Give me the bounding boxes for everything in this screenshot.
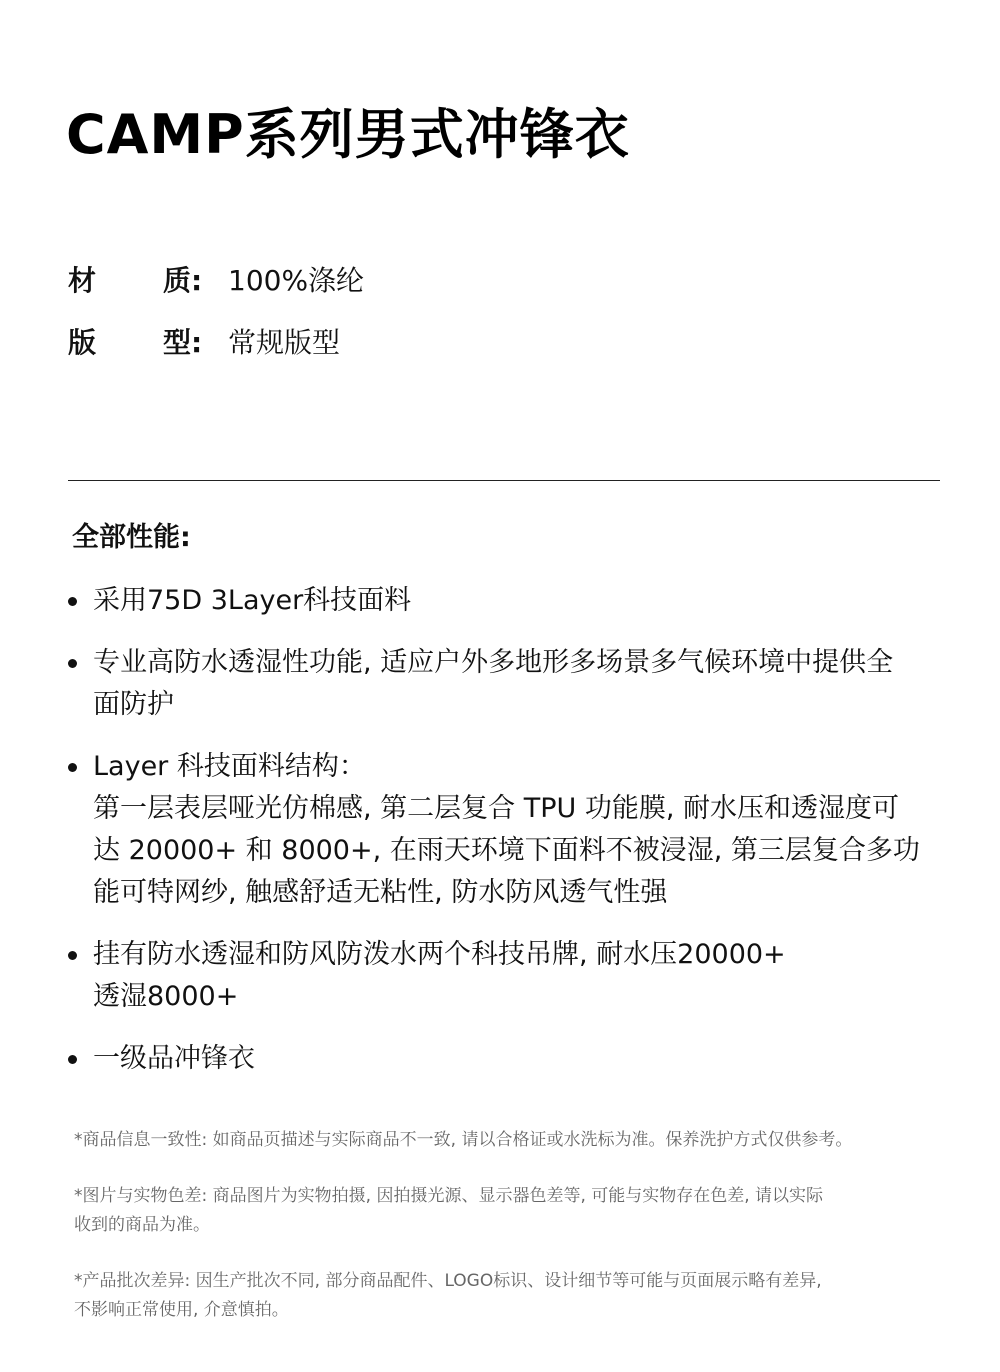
note-text-line: *图片与实物色差: 商品图片为实物拍摄, 因拍摄光源、显示器色差等, 可能与实物存在色差, 请以实际 <box>74 1186 824 1206</box>
feature-text-line: 面防护 <box>93 689 174 720</box>
note-text-line: *产品批次差异: 因生产批次不同, 部分商品配件、LOGO标识、设计细节等可能与页面展示略有差异, <box>74 1271 822 1291</box>
note-text-line: 不影响正常使用, 介意慎拍。 <box>74 1300 289 1320</box>
bullet-icon <box>68 1055 77 1064</box>
feature-text-line: 透湿8000+ <box>93 981 239 1012</box>
feature-text-line: 第一层表层哑光仿棉感, 第二层复合 TPU 功能膜, 耐水压和透湿度可 <box>93 793 900 824</box>
note-text-line: *商品信息一致性: 如商品页描述与实际商品不一致, 请以合格证或水洗标为准。保养洗护方式仅供参考。 <box>74 1130 853 1150</box>
bullet-icon <box>68 951 77 960</box>
page-title: CAMP系列男式冲锋衣 <box>66 103 630 166</box>
spec-value: 常规版型 <box>228 326 341 359</box>
feature-list <box>60 580 960 1100</box>
spec-label-char-1: 材 <box>68 264 97 297</box>
feature-text-line: 能可特网纱, 触感舒适无粘性, 防水防风透气性强 <box>93 877 668 908</box>
spec-label-char-2: 型: <box>163 326 203 359</box>
bullet-icon <box>68 597 77 606</box>
feature-text-line: 专业高防水透湿性功能, 适应户外多地形多场景多气候环境中提供全 <box>93 647 894 678</box>
disclaimer-note <box>74 1182 954 1240</box>
bullet-icon <box>68 763 77 772</box>
spec-value: 100%涤纶 <box>228 264 365 297</box>
feature-text-line: 达 20000+ 和 8000+, 在雨天环境下面料不被浸湿, 第三层复合多功 <box>93 835 920 866</box>
feature-text-line: 挂有防水透湿和防风防泼水两个科技吊牌, 耐水压20000+ <box>93 939 786 970</box>
feature-item <box>60 580 960 622</box>
spec-label-char-1: 版 <box>68 326 97 359</box>
divider <box>68 480 940 481</box>
section-title: 全部性能: <box>72 522 191 553</box>
feature-text-line: Layer 科技面料结构： <box>93 751 366 782</box>
feature-item <box>60 746 960 914</box>
note-text-line: 收到的商品为准。 <box>74 1215 210 1235</box>
feature-text-line: 采用75D 3Layer科技面料 <box>93 585 412 616</box>
disclaimer-note <box>74 1126 954 1155</box>
spec-label-char-2: 质: <box>163 264 203 297</box>
feature-item <box>60 1038 960 1080</box>
bullet-icon <box>68 659 77 668</box>
feature-text-line: 一级品冲锋衣 <box>93 1043 255 1074</box>
feature-item <box>60 934 960 1018</box>
disclaimer-notes <box>74 1126 954 1352</box>
feature-item <box>60 642 960 726</box>
disclaimer-note <box>74 1267 954 1325</box>
